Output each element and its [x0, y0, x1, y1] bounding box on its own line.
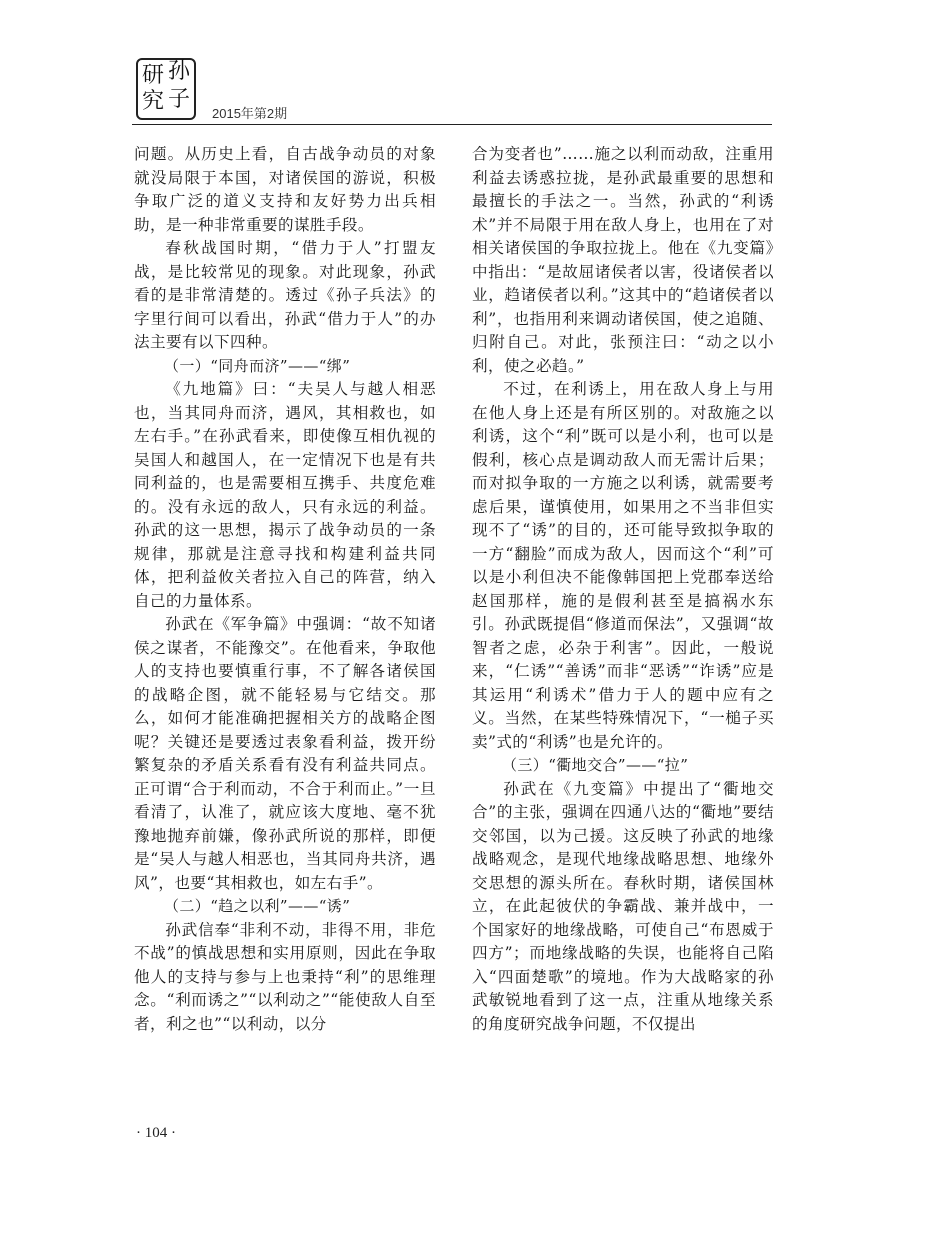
paragraph: 春秋战国时期，“借力于人”打盟友战，是比较常见的现象。对此现象，孙武看的是非常清楚的。透过《孙子兵法》的字里行间可以看出，孙武“借力于人”的办法主要有以下四种。 — [134, 239, 436, 351]
paragraph: 问题。从历史上看，自古战争动员的对象就没局限于本国，对诸侯国的游说，积极争取广泛的道义支持和友好势力出兵相助，是一种非常重要的谋胜手段。 — [134, 145, 436, 234]
subheading: （三）“衢地交合”——“拉” — [502, 756, 689, 774]
journal-logo — [136, 58, 196, 120]
subheading: （二）“趋之以利”——“诱” — [164, 897, 351, 915]
paragraph: 孙武在《军争篇》中强调：“故不知诸侯之谋者，不能豫交”。在他看来，争取他人的支持也要慎重行事，不了解各诸侯国的战略企图，就不能轻易与它结交。那么，如何才能准确把握相关方的战略企图呢？关键还是要透过表象看利益，拨开纷繁复杂的矛盾关系看有没有利益共同点。正可谓“合于利而动，不合于利而止。”一旦看清了，认准了，就应该大度地、毫不犹豫地抛弃前嫌，像孙武所说的那样，即便是“吴人与越人相恶也，当其同舟共济，遇风”，也要“其相救也，如左右手”。 — [134, 615, 436, 892]
logo-char: 究 — [141, 89, 164, 114]
paragraph: 孙武信奉“非利不动，非得不用，非危不战”的慎战思想和实用原则，因此在争取他人的支持与参与上也秉持“利”的思维理念。“利而诱之”“以利动之”“能使敌人自至者，利之也”“以利动，以分 — [134, 920, 436, 1033]
subheading: （一）“同舟而济”——“绑” — [164, 356, 351, 375]
logo-char: 孙 — [167, 59, 190, 84]
logo-char: 子 — [167, 87, 190, 112]
left-column — [134, 143, 436, 1036]
paragraph: 孙武在《九变篇》中提出了“衢地交合”的主张，强调在四通八达的“衢地”要结交邻国，以为己援。这反映了孙武的地缘战略观念，是现代地缘战略思想、地缘外交思想的源头所在。春秋时期，诸侯国林立，在此起彼伏的争霸战、兼并战中，一个国家好的地缘战略，可使自己“布恩威于四方”；而地缘战略的失误，也能将自己陷入“四面楚歌”的境地。作为大战略家的孙武敏锐地看到了这一点，注重从地缘关系的角度研究战争问题，不仅提出 — [472, 779, 774, 1033]
header-rule — [132, 124, 772, 125]
paragraph: 《九地篇》曰：“夫吴人与越人相恶也，当其同舟而济，遇风，其相救也，如左右手。”在孙武看来，即使像互相仇视的吴国人和越国人，在一定情况下也是有共同利益的，也是需要相互携手、共度危难的。没有永远的敌人，只有永远的利益。孙武的这一思想，揭示了战争动员的一条规律，那就是注意寻找和构建利益共同体，把利益攸关者拉入自己的阵营，纳入自己的力量体系。 — [134, 380, 436, 610]
logo-char: 研 — [141, 63, 164, 88]
page-number: · 104 · — [136, 1125, 176, 1141]
paragraph: 合为变者也”……施之以利而动敌，注重用利益去诱惑拉拢，是孙武最重要的思想和最擅长的手法之一。当然，孙武的“利诱术”并不局限于用在敌人身上，也用在了对相关诸侯国的争取拉拢上。他在《九变篇》中指出：“是故屈诸侯者以害，役诸侯者以业，趋诸侯者以利。”这其中的“趋诸侯者以利”，也指用利来调动诸侯国，使之追随、归附自己。对此，张预注曰：“动之以小利，使之必趋。” — [472, 145, 774, 375]
right-column — [472, 143, 774, 1036]
issue-label: 2015年第2期 — [212, 106, 288, 121]
paragraph: 不过，在利诱上，用在敌人身上与用在他人身上还是有所区别的。对敌施之以利诱，这个“利”既可以是小利，也可以是假利，核心点是调动敌人而无需计后果；而对拟争取的一方施之以利诱，就需要考虑后果，谨慎使用，如果用之不当非但实现不了“诱”的目的，还可能导致拟争取的一方“翻脸”而成为敌人，因而这个“利”可以是小利但决不能像韩国把上党郡奉送给赵国那样，施的是假利甚至是搞祸水东引。孙武既提倡“修道而保法”，又强调“故智者之虑，必杂于利害”。因此，一般说来，“仁诱”“善诱”而非“恶诱”“诈诱”应是其运用“利诱术”借力于人的题中应有之义。当然，在某些特殊情况下，“一槌子买卖”式的“利诱”也是允许的。 — [472, 380, 774, 751]
